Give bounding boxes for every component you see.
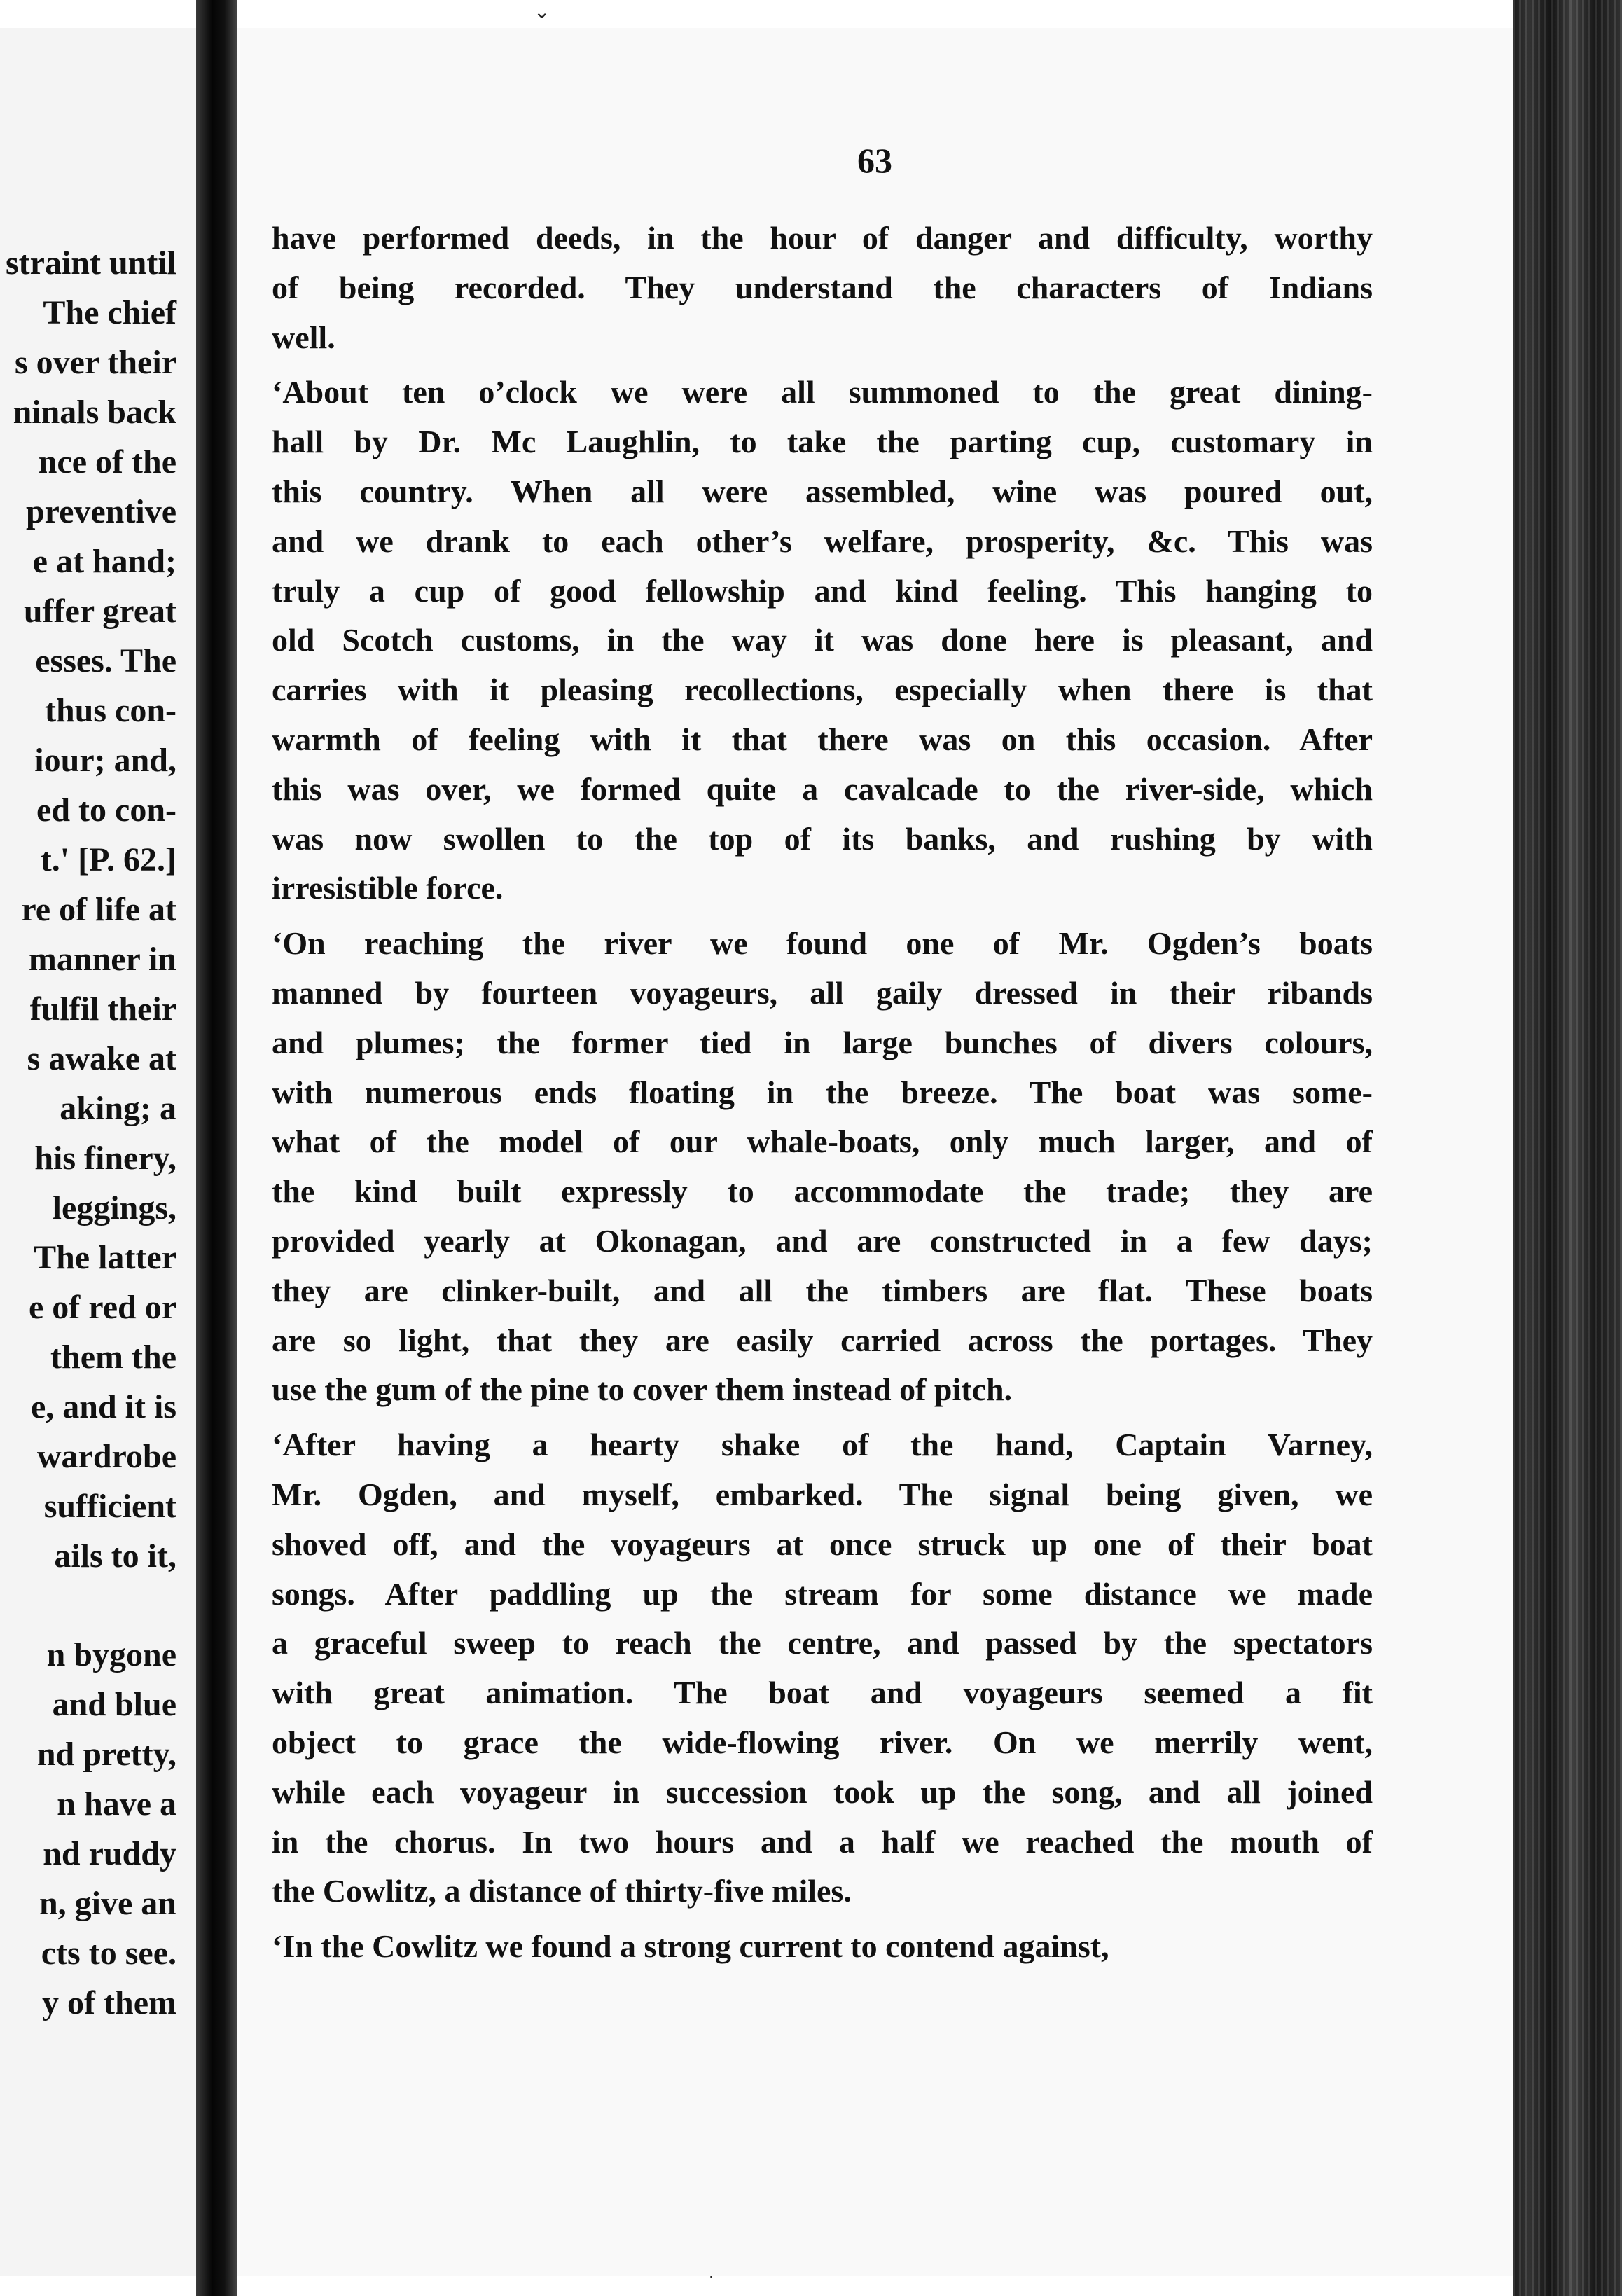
paragraph-gap: [272, 913, 1373, 919]
text-line: with great animation. The boat and voyageurs seemed a fit: [272, 1675, 1373, 1711]
left-page-line: iour; and,: [34, 742, 176, 779]
paragraph: [272, 1420, 1373, 1916]
text-line: ‘On reaching the river we found one of Mr. Ogden’s boats: [272, 925, 1373, 962]
text-line: ‘In the Cowlitz we found a strong current to contend against,: [272, 1928, 1109, 1965]
left-page-line: n bygone: [46, 1636, 176, 1673]
left-page-line: s over their: [14, 344, 176, 381]
left-page-line: and blue: [52, 1686, 176, 1723]
text-line: they are clinker-built, and all the timbers are flat. These boats: [272, 1272, 1373, 1308]
left-page-text: [6, 238, 176, 2028]
left-page-line: ed to con-: [36, 791, 176, 829]
left-page-line: nd pretty,: [36, 1736, 176, 1773]
paragraph-gap: [272, 1415, 1373, 1420]
scan-mark-top: ⌄: [534, 0, 550, 23]
left-page-line: s awake at: [27, 1040, 176, 1077]
text-line: shoved off, and the voyageurs at once struck up one of their boat: [272, 1526, 1373, 1562]
text-line: object to grace the wide-flowing river. On we merrily went,: [272, 1724, 1373, 1760]
text-line: well.: [272, 319, 335, 355]
text-line: in the chorus. In two hours and a half we reached the mouth of: [272, 1823, 1373, 1860]
left-page-line: t.' [P. 62.]: [40, 841, 176, 878]
left-page-line: manner in: [28, 941, 176, 978]
page-number: 63: [857, 141, 892, 180]
text-line: this was over, we formed quite a cavalcade to the river-side, which: [272, 770, 1373, 807]
left-page-line: leggings,: [52, 1189, 176, 1226]
book-gutter: [196, 0, 237, 2296]
paragraph-gap: [272, 362, 1373, 368]
left-page-line: n have a: [57, 1785, 176, 1823]
text-line: provided yearly at Okonagan, and are constructed in a few days;: [272, 1222, 1373, 1259]
text-line: and plumes; the former tied in large bunches of divers colours,: [272, 1024, 1373, 1060]
left-page-line: ails to it,: [54, 1537, 176, 1575]
left-page-line: nd ruddy: [43, 1835, 176, 1872]
left-page-line: straint until: [5, 244, 176, 282]
binding-texture: [1513, 0, 1622, 2296]
left-page-line: The latter: [34, 1239, 176, 1276]
left-page-line: e at hand;: [32, 543, 176, 580]
text-line: use the gum of the pine to cover them instead of pitch.: [272, 1371, 1013, 1408]
left-page-line: y of them: [42, 1984, 176, 2021]
left-facing-page: [0, 28, 196, 2276]
left-page-line: aking; a: [60, 1090, 176, 1127]
text-line: of being recorded. They understand the characters of Indians: [272, 269, 1373, 305]
body-text: [272, 214, 1373, 1972]
text-line: carries with it pleasing recollections, especially when there is that: [272, 672, 1373, 708]
left-page-line: The chief: [43, 294, 176, 331]
left-page-line: nce of the: [38, 443, 176, 480]
left-page-line: fulfil their: [29, 990, 176, 1028]
left-page-line: esses. The: [35, 642, 176, 679]
text-line: the Cowlitz, a distance of thirty-five miles.: [272, 1873, 852, 1909]
left-page-line: uffer great: [23, 593, 176, 630]
left-page-line: his finery,: [34, 1140, 176, 1177]
left-page-line: sufficient: [43, 1488, 176, 1525]
text-line: old Scotch customs, in the way it was done here is pleasant, and: [272, 622, 1373, 658]
scan-mark-bottom: ·: [709, 2269, 714, 2287]
left-page-line: ninals back: [13, 394, 176, 431]
left-page-gap: [6, 1581, 176, 1630]
left-page-line: e, and it is: [30, 1388, 176, 1425]
left-page-line: thus con-: [44, 692, 176, 729]
paragraph: [272, 919, 1373, 1415]
left-page-line: e of red or: [28, 1289, 176, 1326]
text-line: ‘About ten o’clock we were all summoned to the great dining-: [272, 374, 1373, 410]
paragraph: [272, 1922, 1373, 1972]
paragraph-gap: [272, 1916, 1373, 1922]
left-page-line: cts to see.: [41, 1935, 176, 1972]
text-line: the kind built expressly to accommodate the trade; they are: [272, 1173, 1373, 1210]
text-line: songs. After paddling up the stream for some distance we made: [272, 1575, 1373, 1612]
text-line: irresistible force.: [272, 870, 504, 906]
text-line: what of the model of our whale-boats, only much larger, and of: [272, 1123, 1373, 1160]
text-line: manned by fourteen voyageurs, all gaily dressed in their ribands: [272, 974, 1373, 1011]
left-page-line: wardrobe: [36, 1438, 176, 1475]
left-page-line: them the: [50, 1339, 176, 1376]
left-page-line: preventive: [25, 493, 176, 530]
text-line: a graceful sweep to reach the centre, and passed by the spectators: [272, 1625, 1373, 1661]
text-line: Mr. Ogden, and myself, embarked. The signal being given, we: [272, 1476, 1373, 1512]
paragraph: [272, 368, 1373, 913]
right-page: [237, 28, 1513, 2276]
text-line: while each voyageur in succession took up the song, and all joined: [272, 1773, 1373, 1810]
text-line: hall by Dr. Mc Laughlin, to take the parting cup, customary in: [272, 424, 1373, 460]
paragraph: [272, 214, 1373, 362]
text-line: warmth of feeling with it that there was on this occasion. After: [272, 721, 1373, 757]
text-line: have performed deeds, in the hour of danger and difficulty, worthy: [272, 220, 1373, 256]
left-page-line: n, give an: [39, 1885, 176, 1922]
text-line: are so light, that they are easily carried across the portages. They: [272, 1322, 1373, 1358]
book-binding-edge: [1513, 0, 1622, 2296]
left-page-line: re of life at: [21, 891, 176, 928]
text-line: ‘After having a hearty shake of the hand, Captain Varney,: [272, 1427, 1373, 1463]
text-line: with numerous ends floating in the breeze. The boat was some-: [272, 1074, 1373, 1110]
text-line: this country. When all were assembled, wine was poured out,: [272, 473, 1373, 509]
text-line: and we drank to each other’s welfare, prosperity, &c. This was: [272, 523, 1373, 559]
text-line: truly a cup of good fellowship and kind feeling. This hanging to: [272, 572, 1373, 609]
text-line: was now swollen to the top of its banks, and rushing by with: [272, 820, 1373, 857]
